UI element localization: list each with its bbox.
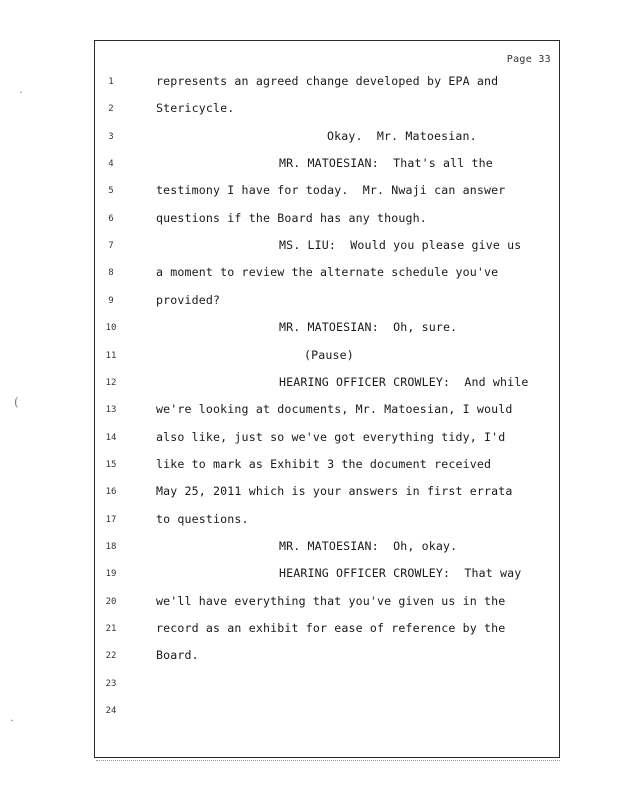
line-number: 15	[105, 459, 117, 470]
transcript-line	[95, 402, 559, 420]
line-text: we'll have everything that you've given us in the	[156, 593, 506, 608]
transcript-line	[95, 512, 559, 530]
line-number: 6	[108, 213, 114, 224]
line-text: a moment to review the alternate schedule you've	[156, 265, 499, 280]
transcript-line	[95, 238, 559, 256]
line-number: 23	[105, 678, 117, 689]
transcript-line	[95, 648, 559, 666]
line-text: MS. LIU: Would you please give us	[279, 238, 522, 253]
line-text: we're looking at documents, Mr. Matoesian, I would	[156, 402, 513, 417]
line-number: 22	[105, 651, 117, 662]
transcript-line	[95, 566, 559, 584]
footer-rule	[96, 760, 560, 761]
line-number: 16	[105, 487, 117, 498]
scan-mark: ˙	[18, 90, 24, 104]
transcript-line	[95, 293, 559, 311]
transcript-line	[95, 676, 559, 694]
line-number: 7	[108, 241, 114, 252]
line-number: 24	[105, 706, 117, 717]
line-text: Stericycle.	[156, 101, 235, 116]
line-text: MR. MATOESIAN: Oh, sure.	[279, 320, 458, 335]
transcript-line	[95, 129, 559, 147]
transcript-line	[95, 430, 559, 448]
transcript-line	[95, 348, 559, 366]
line-text: record as an exhibit for ease of reference by the	[156, 621, 506, 635]
page-number: Page 33	[506, 54, 551, 65]
transcript-line	[95, 484, 559, 502]
line-number: 20	[105, 596, 117, 607]
line-text: HEARING OFFICER CROWLEY: That way	[279, 566, 522, 581]
line-number: 18	[105, 541, 117, 552]
line-text: Okay. Mr. Matoesian.	[327, 128, 477, 143]
line-text: like to mark as Exhibit 3 the document received	[156, 456, 492, 471]
line-number: 19	[105, 569, 117, 580]
line-number: 13	[105, 405, 117, 416]
line-number: 10	[105, 323, 117, 334]
line-number: 12	[105, 377, 117, 388]
line-number: 14	[105, 432, 117, 443]
transcript-line	[95, 539, 559, 557]
transcript-line	[95, 457, 559, 475]
line-text: (Pause)	[304, 347, 354, 362]
line-text: represents an agreed change developed by EPA and	[156, 74, 499, 88]
line-text: also like, just so we've got everything tidy, I'd	[156, 429, 506, 444]
transcript-line	[95, 703, 559, 721]
line-text: to questions.	[156, 511, 249, 526]
transcript-line	[95, 183, 559, 201]
line-text: provided?	[156, 292, 221, 307]
line-text: HEARING OFFICER CROWLEY: And while	[279, 374, 529, 389]
line-number: 17	[105, 514, 117, 525]
scan-mark: (	[14, 395, 19, 409]
transcript-page	[94, 40, 560, 758]
transcript-line	[95, 156, 559, 174]
line-text: MR. MATOESIAN: Oh, okay.	[279, 538, 458, 553]
transcript-line	[95, 375, 559, 393]
line-number: 8	[108, 268, 114, 279]
line-number: 1	[108, 77, 114, 87]
line-number: 9	[108, 295, 114, 306]
transcript-line	[95, 621, 559, 639]
transcript-line	[95, 211, 559, 229]
transcript-line	[95, 265, 559, 283]
transcript-line	[95, 74, 559, 92]
line-number: 5	[108, 186, 114, 197]
line-text: testimony I have for today. Mr. Nwaji can answer	[156, 183, 506, 198]
line-number: 2	[108, 104, 114, 115]
line-text: questions if the Board has any though.	[156, 210, 427, 225]
line-number: 11	[105, 350, 117, 361]
line-text: MR. MATOESIAN: That's all the	[279, 156, 493, 171]
transcript-line	[95, 320, 559, 338]
line-text: Board.	[156, 648, 199, 663]
line-number: 3	[108, 131, 114, 142]
line-text: May 25, 2011 which is your answers in first errata	[156, 484, 513, 499]
line-number: 4	[108, 159, 114, 170]
transcript-line	[95, 101, 559, 119]
scan-mark: ˎ	[10, 708, 14, 722]
transcript-line	[95, 594, 559, 612]
line-number: 21	[105, 624, 117, 634]
